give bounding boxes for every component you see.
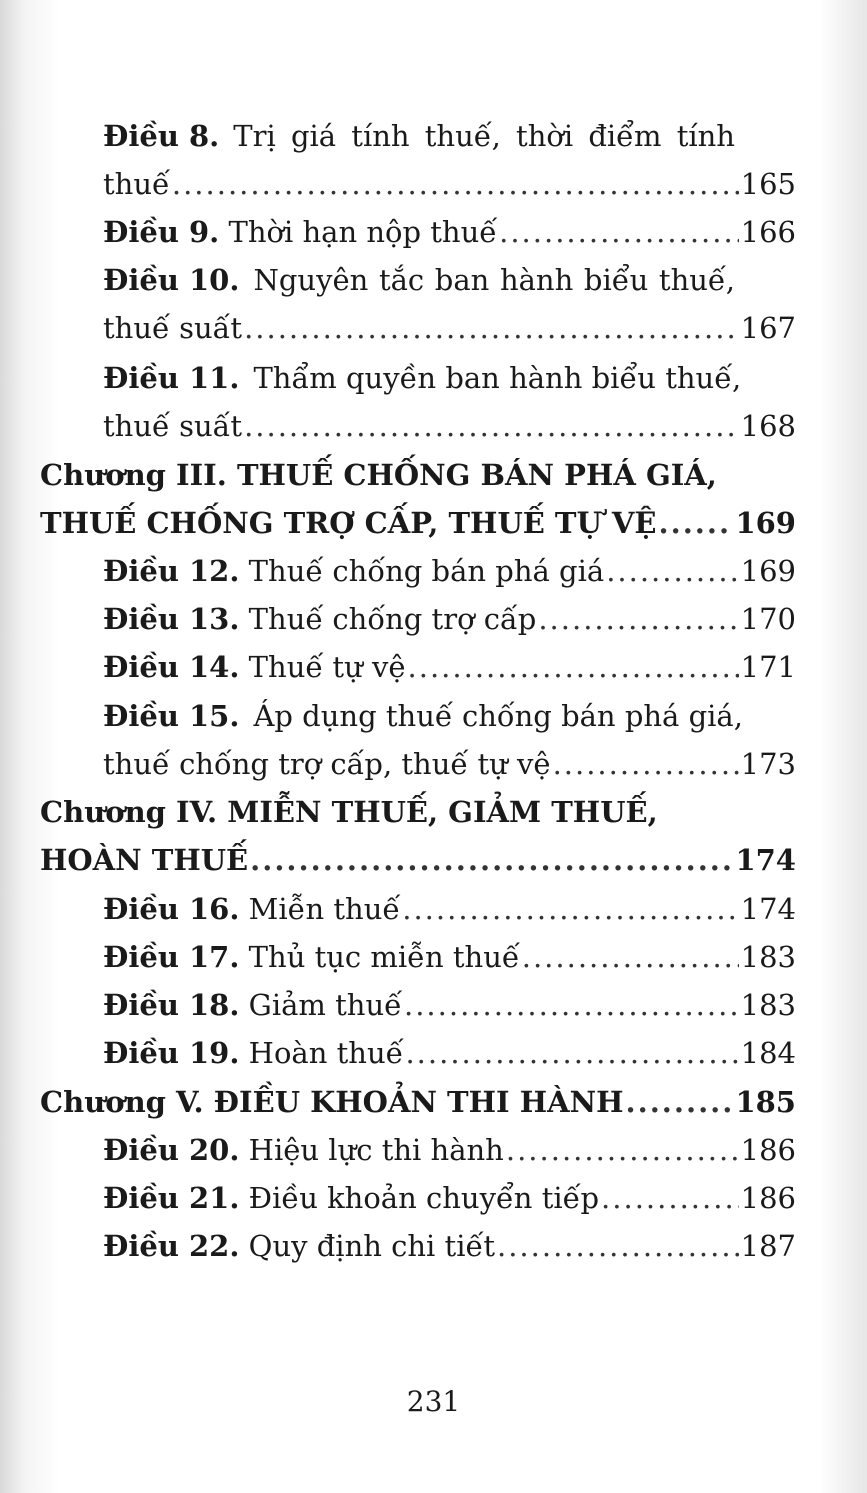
leader-dots <box>538 595 738 643</box>
chapter-title-line1: Chương IV. MIỄN THUẾ, GIẢM THUẾ, <box>40 795 658 829</box>
leader-dots <box>506 1126 739 1174</box>
leader-dots <box>402 885 738 933</box>
toc-page-number: 166 <box>740 215 796 249</box>
toc-title: Điều khoản chuyển tiếp <box>248 1181 600 1215</box>
toc-title-line2: thuế suất <box>103 311 243 345</box>
toc-page-number: 187 <box>740 1229 796 1263</box>
chapter-title: Chương V. ĐIỀU KHOẢN THI HÀNH <box>40 1085 624 1119</box>
leader-dots <box>244 304 739 352</box>
leader-dots <box>659 499 734 547</box>
leader-dots <box>404 981 739 1029</box>
leader-dots <box>606 547 738 595</box>
toc-label: Điều 18. <box>103 988 240 1022</box>
leader-dots <box>499 208 739 256</box>
leader-dots <box>553 740 739 788</box>
toc-page-number: 169 <box>735 506 796 540</box>
leader-dots <box>408 643 739 691</box>
toc-page-number: 183 <box>740 988 796 1022</box>
toc-label: Điều 15. <box>103 699 240 733</box>
toc-title: Quy định chi tiết <box>248 1229 495 1263</box>
toc-page-number: 186 <box>740 1133 796 1167</box>
leader-dots <box>250 836 733 884</box>
toc-label: Điều 17. <box>103 940 240 974</box>
toc-title-line1: Thẩm quyền ban hành biểu thuế, <box>253 361 742 395</box>
toc-title: Thuế tự vệ <box>248 650 406 684</box>
toc-label: Điều 20. <box>103 1133 240 1167</box>
toc-page-number: 173 <box>740 747 796 781</box>
toc-label: Điều 19. <box>103 1036 240 1070</box>
toc-title: Hiệu lực thi hành <box>248 1133 504 1167</box>
toc-title-line1: Trị giá tính thuế, thời điểm tính <box>233 119 735 153</box>
toc-title-line2: thuế suất <box>103 409 243 443</box>
toc-page-number: 186 <box>740 1181 796 1215</box>
toc-title: Giảm thuế <box>248 988 402 1022</box>
toc-title-line1: Áp dụng thuế chống bán phá giá, <box>253 699 743 733</box>
toc-label: Điều 12. <box>103 554 240 588</box>
toc-title-line2: thuế <box>103 167 170 201</box>
leader-dots <box>497 1222 739 1270</box>
chapter-title-line2: HOÀN THUẾ <box>40 843 249 877</box>
toc-page-number: 165 <box>740 167 796 201</box>
toc-page-number: 168 <box>740 409 796 443</box>
toc-label: Điều 9. <box>103 215 220 249</box>
leader-dots <box>522 933 739 981</box>
toc-label: Điều 14. <box>103 650 240 684</box>
toc-title: Thủ tục miễn thuế <box>248 940 520 974</box>
toc-page-number: 184 <box>740 1036 796 1070</box>
toc-title: Thuế chống bán phá giá <box>248 554 605 588</box>
toc-title: Thuế chống trợ cấp <box>248 602 537 636</box>
toc-label: Điều 22. <box>103 1229 240 1263</box>
toc-page-number: 185 <box>735 1085 796 1119</box>
toc-label: Điều 10. <box>103 263 240 297</box>
page-number: 231 <box>406 1385 461 1418</box>
toc-page-number: 174 <box>735 843 796 877</box>
chapter-title-line1: Chương III. THUẾ CHỐNG BÁN PHÁ GIÁ, <box>40 458 717 492</box>
toc-label: Điều 13. <box>103 602 240 636</box>
leader-dots <box>172 160 739 208</box>
leader-dots <box>405 1029 738 1077</box>
toc-page-number: 167 <box>740 311 796 345</box>
toc-title: Thời hạn nộp thuế <box>228 215 498 249</box>
toc-label: Điều 21. <box>103 1181 240 1215</box>
toc-page-number: 170 <box>740 602 796 636</box>
leader-dots <box>626 1078 734 1126</box>
toc-label: Điều 11. <box>103 361 240 395</box>
toc-title-line1: Nguyên tắc ban hành biểu thuế, <box>253 263 735 297</box>
toc-title: Miễn thuế <box>248 892 401 926</box>
toc-page-number: 183 <box>740 940 796 974</box>
toc-page-number: 169 <box>740 554 796 588</box>
leader-dots <box>601 1174 739 1222</box>
toc-title-line2: thuế chống trợ cấp, thuế tự vệ <box>103 747 551 781</box>
chapter-title-line2: THUẾ CHỐNG TRỢ CẤP, THUẾ TỰ VỆ <box>40 506 657 540</box>
toc-label: Điều 16. <box>103 892 240 926</box>
leader-dots <box>244 402 739 450</box>
toc-page-number: 174 <box>740 892 796 926</box>
toc-label: Điều 8. <box>103 119 220 153</box>
toc-title: Hoàn thuế <box>248 1036 404 1070</box>
toc-page-number: 171 <box>740 650 796 684</box>
